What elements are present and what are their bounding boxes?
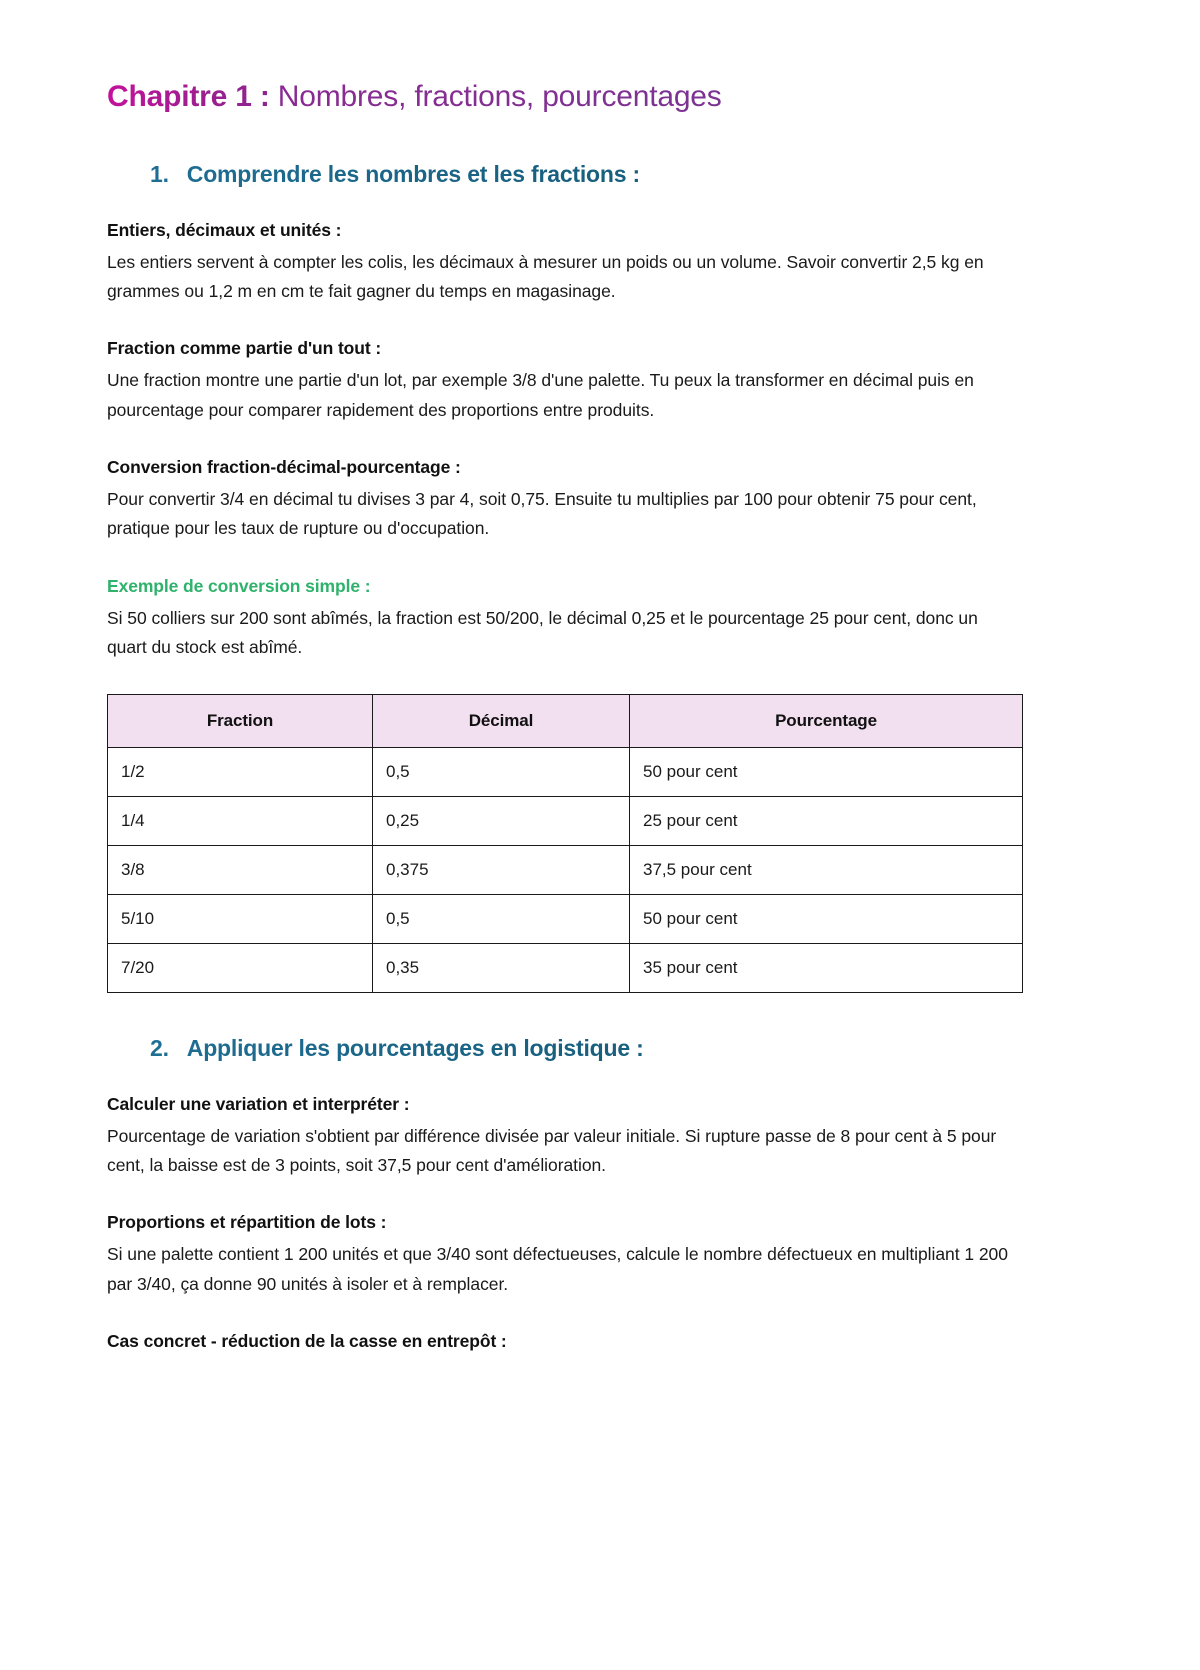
table-cell-pourcentage: 50 pour cent (630, 747, 1023, 796)
sub-block-cas-concret (107, 1331, 1022, 1352)
conversion-table-wrapper (107, 694, 1022, 993)
page-title (107, 78, 1022, 116)
sub-block-conversion (107, 457, 1022, 544)
body-text-variation: Pourcentage de variation s'obtient par différence divisée par valeur initiale. Si rupture passe de 8 pour cent à 5 pour cent, la baisse est de 3 points, soit 37,5 pour cent d'amélioration. (107, 1125, 997, 1176)
sub-heading-entiers: Entiers, décimaux et unités : (107, 219, 342, 240)
sub-block-proportions (107, 1212, 1022, 1299)
table-cell-fraction: 5/10 (108, 894, 373, 943)
section-2 (107, 1035, 1022, 1353)
sub-block-exemple (107, 576, 1022, 663)
table-header-pourcentage: Pourcentage (630, 694, 1023, 747)
sub-heading-conversion: Conversion fraction-décimal-pourcentage : (107, 457, 461, 478)
table-row (108, 747, 1023, 796)
table-row (108, 796, 1023, 845)
body-text-proportions: Si une palette contient 1 200 unités et que 3/40 sont défectueuses, calcule le nombre défectueux en multipliant 1 200 par 3/40, ça donne 90 unités à isoler et à remplacer. (107, 1244, 1008, 1294)
section-number-1: 1. (150, 160, 169, 187)
sub-heading-cas-concret: Cas concret - réduction de la casse en entrepôt : (107, 1331, 507, 1352)
table-cell-fraction: 1/4 (108, 796, 373, 845)
page-title-subject: Nombres, fractions, pourcentages (269, 80, 722, 113)
body-text-conversion: Pour convertir 3/4 en décimal tu divises 3 par 4, soit 0,75. Ensuite tu multiplies par 100 pour obtenir 75 pour cent, pratique pour les taux de rupture ou d'occupation. (107, 489, 977, 539)
table-head (108, 694, 1023, 747)
table-cell-fraction: 7/20 (108, 943, 373, 992)
table-cell-pourcentage: 35 pour cent (630, 943, 1023, 992)
table-header-row (108, 694, 1023, 747)
sub-block-entiers (107, 220, 1022, 307)
section-1 (107, 161, 1022, 993)
section-heading-2 (107, 1035, 1022, 1062)
conversion-table (107, 694, 1023, 993)
sub-heading-variation: Calculer une variation et interpréter : (107, 1093, 410, 1114)
table-cell-pourcentage: 50 pour cent (630, 894, 1023, 943)
table-cell-fraction: 3/8 (108, 845, 373, 894)
sub-heading-exemple: Exemple de conversion simple : (107, 575, 371, 596)
table-cell-decimal: 0,25 (373, 796, 630, 845)
table-cell-fraction: 1/2 (108, 747, 373, 796)
table-row (108, 845, 1023, 894)
table-cell-decimal: 0,5 (373, 894, 630, 943)
section-title-1: Comprendre les nombres et les fractions : (186, 160, 641, 187)
sub-heading-fraction-partie: Fraction comme partie d'un tout : (107, 338, 382, 359)
table-cell-pourcentage: 25 pour cent (630, 796, 1023, 845)
section-title-2: Appliquer les pourcentages en logistique : (186, 1034, 644, 1061)
body-text-entiers: Les entiers servent à compter les colis, les décimaux à mesurer un poids ou un volume. Savoir convertir 2,5 kg en grammes ou 1,2 m en cm te fait gagner du temps en magasinage. (107, 251, 984, 301)
sub-heading-proportions: Proportions et répartition de lots : (107, 1212, 387, 1233)
body-text-exemple: Si 50 colliers sur 200 sont abîmés, la fraction est 50/200, le décimal 0,25 et le pourcentage 25 pour cent, donc un quart du stock est abîmé. (107, 607, 978, 658)
table-row (108, 943, 1023, 992)
body-text-fraction-partie: Une fraction montre une partie d'un lot, par exemple 3/8 d'une palette. Tu peux la transformer en décimal puis en pourcentage pour comparer rapidement des proportions entre produits. (107, 370, 974, 420)
table-cell-decimal: 0,375 (373, 845, 630, 894)
table-header-decimal: Décimal (373, 694, 630, 747)
section-number-2: 2. (150, 1034, 169, 1061)
table-cell-decimal: 0,5 (373, 747, 630, 796)
section-heading-1 (107, 161, 1022, 188)
table-row (108, 894, 1023, 943)
page-title-label: Chapitre 1 : (107, 80, 270, 113)
table-body (108, 747, 1023, 992)
sub-block-fraction-partie (107, 338, 1022, 425)
sub-block-variation (107, 1094, 1022, 1181)
table-cell-decimal: 0,35 (373, 943, 630, 992)
table-cell-pourcentage: 37,5 pour cent (630, 845, 1023, 894)
table-header-fraction: Fraction (108, 694, 373, 747)
